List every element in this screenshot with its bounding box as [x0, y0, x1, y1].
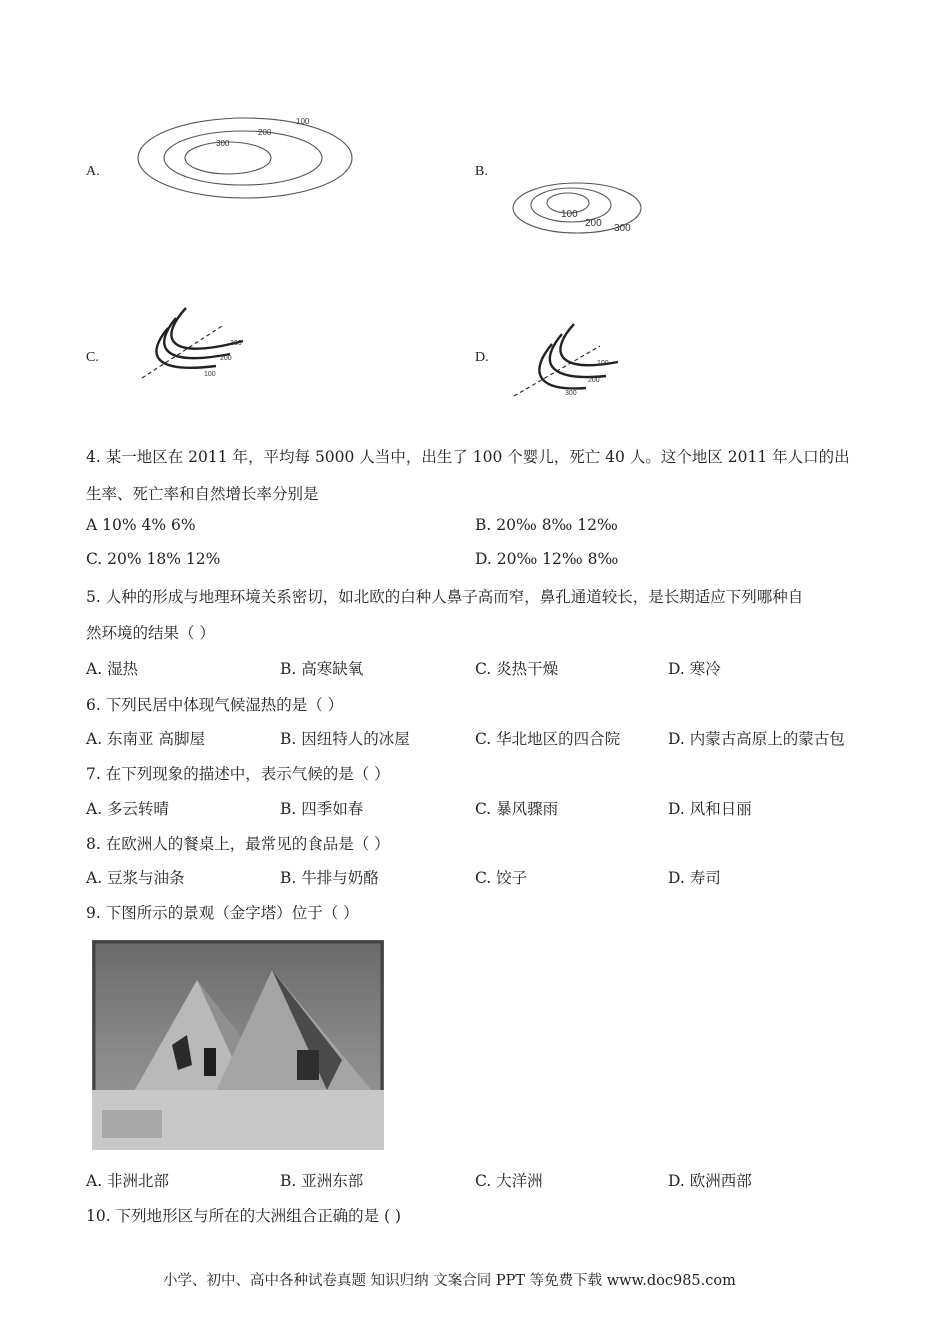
- contour-label-a3: 300: [216, 139, 230, 148]
- contour-map-c: [138, 298, 258, 388]
- ground-shadow: [102, 1110, 162, 1138]
- q5-option-c: C. 炎热干燥: [475, 660, 559, 678]
- q9-option-d: D. 欧洲西部: [668, 1172, 752, 1190]
- q7-option-c: C. 暴风骤雨: [475, 800, 559, 818]
- question-6: 6. 下列民居中体现气候湿热的是（ ）: [86, 696, 344, 714]
- q7-option-d: D. 风和日丽: [668, 800, 752, 818]
- contour-line-300: [539, 344, 586, 388]
- contour-label-d2: 200: [588, 377, 600, 384]
- q9-option-b: B. 亚洲东部: [280, 1172, 364, 1190]
- pyramid-photo: [92, 940, 384, 1150]
- contour-label-b2: 200: [585, 218, 602, 229]
- contour-label-a1: 100: [296, 117, 310, 126]
- contour-line-100: [560, 324, 618, 365]
- contour-label-d3: 300: [565, 390, 577, 397]
- option-d-letter: D.: [475, 350, 489, 365]
- q7-option-b: B. 四季如春: [280, 800, 364, 818]
- page-footer: 小学、初中、高中各种试卷真题 知识归纳 文案合同 PPT 等免费下载 www.doc985.com: [163, 1273, 736, 1289]
- contour-label-c2: 200: [220, 355, 232, 362]
- q4-option-c: C. 20% 18% 12%: [86, 550, 221, 568]
- option-b-letter: B.: [475, 164, 488, 179]
- rider-figure: [297, 1050, 319, 1080]
- contour-map-d: [510, 320, 630, 402]
- camel: [204, 1048, 216, 1076]
- contour-map-b: [505, 175, 650, 240]
- question-4-line1: 4. 某一地区在 2011 年，平均每 5000 人当中，出生了 100 个婴儿，死亡 40 人。这个地区 2011 年人口的出: [86, 448, 850, 466]
- q4-option-d: D. 20‰ 12‰ 8‰: [475, 550, 619, 568]
- question-10: 10. 下列地形区与所在的大洲组合正确的是 ( ): [86, 1207, 402, 1225]
- option-a-letter: A.: [86, 164, 100, 179]
- contour-label-c3: 100: [204, 371, 216, 378]
- contour-map-a: [130, 110, 360, 200]
- q7-option-a: A. 多云转晴: [86, 800, 170, 818]
- q9-option-c: C. 大洋洲: [475, 1172, 543, 1190]
- question-8: 8. 在欧洲人的餐桌上，最常见的食品是（ ）: [86, 835, 390, 853]
- question-4-line2: 生率、死亡率和自然增长率分别是: [86, 485, 319, 503]
- contour-label-a2: 200: [258, 128, 272, 137]
- contour-label-b3: 300: [614, 223, 631, 234]
- q8-option-a: A. 豆浆与油条: [86, 869, 185, 887]
- q4-option-a: A 10% 4% 6%: [86, 516, 196, 534]
- question-5-line2: 然环境的结果（ ）: [86, 624, 215, 642]
- q9-option-a: A. 非洲北部: [86, 1172, 170, 1190]
- valley-axis-line: [514, 346, 600, 396]
- question-5-line1: 5. 人种的形成与地理环境关系密切，如北欧的白种人鼻子高而窄，鼻孔通道较长，是长期适应下列哪种自: [86, 588, 804, 606]
- q4-option-b: B. 20‰ 8‰ 12‰: [475, 516, 618, 534]
- q6-option-a: A. 东南亚 高脚屋: [86, 730, 205, 748]
- contour-label-b1: 100: [561, 209, 578, 220]
- q5-option-a: A. 湿热: [86, 660, 139, 678]
- option-c-letter: C.: [86, 350, 99, 365]
- contour-line-middle: [164, 131, 322, 185]
- contour-label-c1: 300: [230, 340, 242, 347]
- q5-option-d: D. 寒冷: [668, 660, 721, 678]
- q8-option-b: B. 牛排与奶酪: [280, 869, 379, 887]
- q6-option-c: C. 华北地区的四合院: [475, 730, 621, 748]
- contour-label-d1: 100: [597, 360, 609, 367]
- q8-option-d: D. 寿司: [668, 869, 721, 887]
- q6-option-d: D. 内蒙古高原上的蒙古包: [668, 730, 845, 748]
- q6-option-b: B. 因纽特人的冰屋: [280, 730, 410, 748]
- question-7: 7. 在下列现象的描述中，表示气候的是（ ）: [86, 765, 390, 783]
- question-9: 9. 下图所示的景观（金字塔）位于（ ）: [86, 904, 359, 922]
- q5-option-b: B. 高寒缺氧: [280, 660, 364, 678]
- contour-line-outer: [138, 118, 352, 198]
- q8-option-c: C. 饺子: [475, 869, 528, 887]
